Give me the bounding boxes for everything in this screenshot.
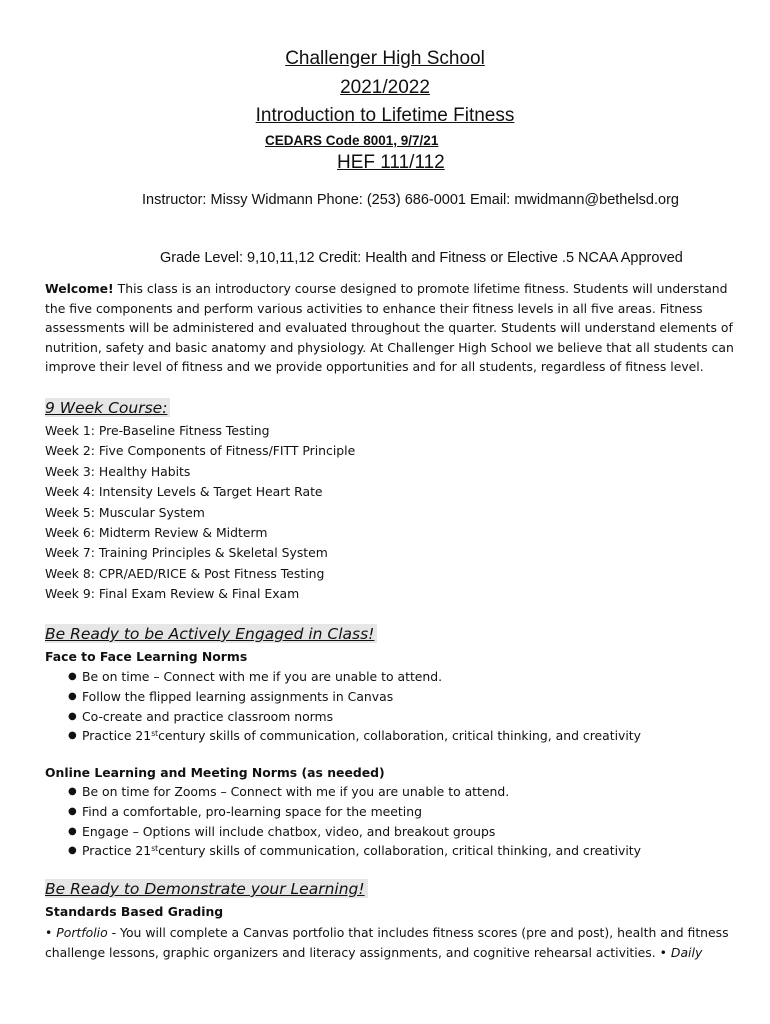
week-item: Week 9: Final Exam Review & Final Exam xyxy=(45,586,300,602)
bullet-icon: ● xyxy=(68,786,77,797)
week-list xyxy=(45,421,355,605)
week-item: Week 6: Midterm Review & Midterm xyxy=(45,525,268,541)
cedars-code: CEDARS Code 8001, 9/7/21 xyxy=(265,133,439,148)
section-heading-engaged: Be Ready to be Actively Engaged in Class! xyxy=(45,624,377,643)
list-item: ● Be on time for Zooms – Connect with me if you are unable to attend. xyxy=(45,782,641,802)
course-code: HEF 111/112 xyxy=(337,152,445,173)
list-item: ● Be on time – Connect with me if you are unable to attend. xyxy=(45,667,641,687)
online-norms-list xyxy=(45,782,641,861)
face-to-face-title: Face to Face Learning Norms xyxy=(45,649,248,664)
bullet-icon: ● xyxy=(68,845,77,857)
bullet-icon: ● xyxy=(68,730,77,742)
week-item: Week 2: Five Components of Fitness/FITT Principle xyxy=(45,443,356,459)
online-norms-title: Online Learning and Meeting Norms (as needed) xyxy=(45,765,385,780)
week-item: Week 3: Healthy Habits xyxy=(45,463,191,479)
school-name: Challenger High School xyxy=(285,48,485,69)
grade-line: Grade Level: 9,10,11,12 Credit: Health and Fitness or Elective .5 NCAA Approved xyxy=(160,250,683,266)
list-item: ● Engage – Options will include chatbox, video, and breakout groups xyxy=(45,822,641,842)
welcome-text: improve their level of fitness and we provide opportunities and for all students, regardless of fitness level. xyxy=(45,359,704,375)
grading-title: Standards Based Grading xyxy=(45,904,224,919)
welcome-text: nutrition, safety and basic anatomy and physiology. At Challenger High School we believe that all students can xyxy=(45,339,734,355)
section-heading-course: 9 Week Course: xyxy=(45,398,170,417)
bullet-icon: ● xyxy=(68,805,77,817)
school-year: 2021/2022 xyxy=(340,77,430,98)
week-item: Week 1: Pre-Baseline Fitness Testing xyxy=(45,423,270,438)
list-item: ● Follow the flipped learning assignments in Canvas xyxy=(45,687,641,707)
portfolio-label: Portfolio xyxy=(56,925,108,940)
welcome-lead: Welcome! xyxy=(45,281,114,296)
list-item: ● Practice 21stcentury skills of communication, collaboration, critical thinking, and creativity xyxy=(45,841,641,861)
face-to-face-list xyxy=(45,667,641,746)
portfolio-paragraph: • Portfolio - You will complete a Canvas portfolio that includes fitness scores (pre and post), health and fitness challenge lessons, graphic organizers and literacy assignments, and cognitive rehearsal activities. • Daily xyxy=(45,925,729,960)
week-item: Week 7: Training Principles & Skeletal System xyxy=(45,545,328,561)
week-item: Week 8: CPR/AED/RICE & Post Fitness Testing xyxy=(45,565,325,581)
welcome-paragraph xyxy=(45,279,735,377)
welcome-text: the five components and perform various activities to enhance their fitness levels in all five areas. Fitness xyxy=(45,300,703,316)
section-heading-demonstrate: Be Ready to Demonstrate your Learning! xyxy=(45,879,368,898)
list-item: ● Co-create and practice classroom norms xyxy=(45,707,641,727)
week-item: Week 5: Muscular System xyxy=(45,504,205,520)
bullet-icon: ● xyxy=(68,825,77,837)
welcome-text: assessments will be administered and evaluated throughout the quarter. Students will understand elements of xyxy=(45,320,733,336)
welcome-text: This class is an introductory course designed to promote lifetime fitness. Students will understand xyxy=(113,281,728,296)
list-item: ● Practice 21stcentury skills of communication, collaboration, critical thinking, and creativity xyxy=(45,726,641,746)
instructor-line: Instructor: Missy Widmann Phone: (253) 686-0001 Email: mwidmann@bethelsd.org xyxy=(142,192,679,208)
daily-label: Daily xyxy=(670,944,703,960)
bullet-icon: • xyxy=(45,925,53,940)
course-title: Introduction to Lifetime Fitness xyxy=(255,105,515,126)
week-item: Week 4: Intensity Levels & Target Heart Rate xyxy=(45,484,323,500)
list-item: ● Find a comfortable, pro-learning space for the meeting xyxy=(45,802,641,822)
bullet-icon: ● xyxy=(68,690,77,702)
bullet-icon: ● xyxy=(68,671,77,682)
bullet-icon: ● xyxy=(68,710,77,722)
